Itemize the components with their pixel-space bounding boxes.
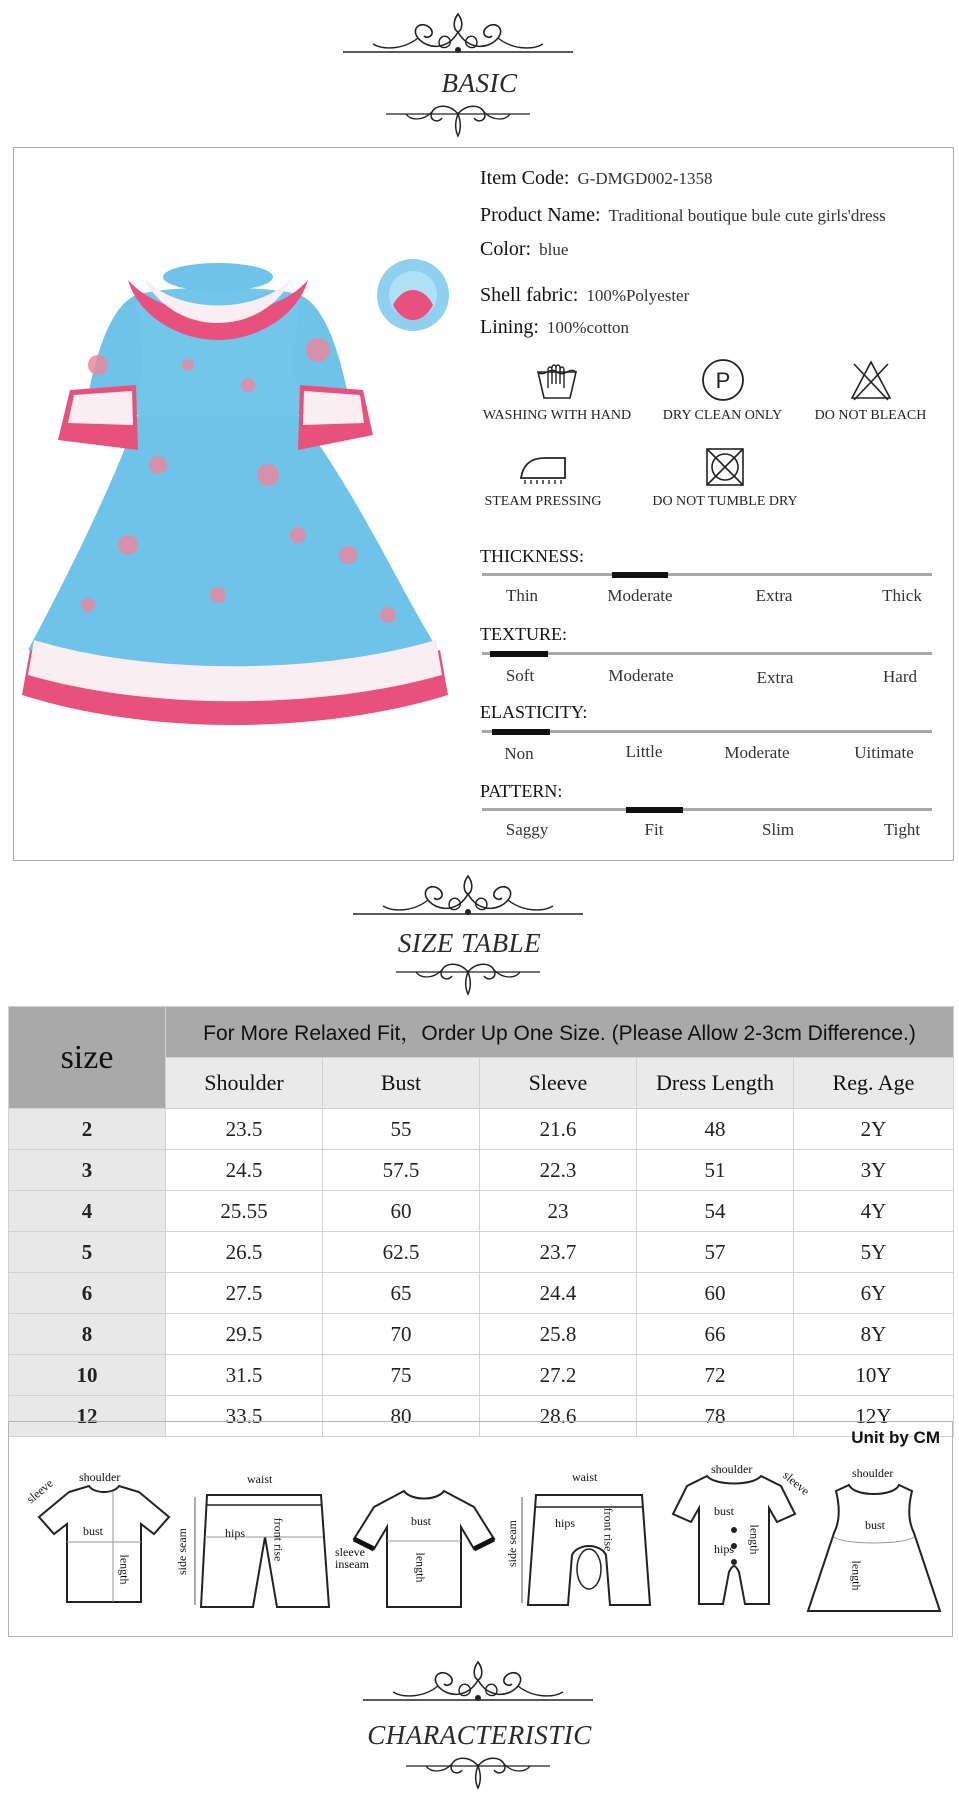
size-cell: 6 xyxy=(9,1273,166,1314)
table-cell: 2Y xyxy=(794,1109,954,1150)
item-code-label: Item Code: xyxy=(480,167,570,189)
romper-shorts-diagram-icon xyxy=(514,1477,664,1617)
thickness-label: Extra xyxy=(755,586,793,605)
table-cell: 80 xyxy=(323,1396,480,1437)
table-cell: 51 xyxy=(637,1150,794,1191)
item-code-value: G-DMGD002-1358 xyxy=(577,169,713,188)
care-no-bleach xyxy=(808,358,933,424)
elasticity-title: ELASTICITY: xyxy=(480,702,588,722)
ornament-bottom-characteristic xyxy=(0,1756,959,1792)
table-cell: 62.5 xyxy=(323,1232,480,1273)
column-header-reg-age: Reg. Age xyxy=(794,1058,954,1109)
label-waist: waist xyxy=(247,1472,273,1486)
table-row xyxy=(9,1232,954,1273)
label-length: length xyxy=(849,1560,864,1591)
ornament-top-size xyxy=(0,870,959,922)
table-cell: 31.5 xyxy=(166,1355,323,1396)
thickness-label: Thin xyxy=(505,586,539,605)
size-cell: 8 xyxy=(9,1314,166,1355)
table-cell: 55 xyxy=(323,1109,480,1150)
column-header-bust: Bust xyxy=(323,1058,480,1109)
texture-label: Moderate xyxy=(608,666,674,685)
care-steam-label: STEAM PRESSING xyxy=(484,494,602,509)
pattern-label: Fit xyxy=(644,820,664,839)
dress-product-image xyxy=(18,255,473,730)
table-cell: 33.5 xyxy=(166,1396,323,1437)
hand-wash-icon xyxy=(534,358,580,402)
care-wash-label: WASHING WITH HAND xyxy=(482,408,632,423)
table-cell: 21.6 xyxy=(480,1109,637,1150)
texture-title: TEXTURE: xyxy=(480,624,567,644)
label-shoulder: shoulder xyxy=(79,1470,121,1484)
size-cell: 2 xyxy=(9,1109,166,1150)
table-cell: 60 xyxy=(323,1191,480,1232)
table-cell: 75 xyxy=(323,1355,480,1396)
table-cell: 4Y xyxy=(794,1191,954,1232)
thickness-title: THICKNESS: xyxy=(480,546,585,566)
elasticity-label: Little xyxy=(625,742,663,761)
table-cell: 70 xyxy=(323,1314,480,1355)
label-sleeve: sleeve xyxy=(23,1476,56,1507)
pattern-label: Slim xyxy=(761,820,795,839)
svg-text:P: P xyxy=(715,368,730,393)
table-cell: 72 xyxy=(637,1355,794,1396)
texture-label: Soft xyxy=(505,666,535,685)
care-wash-hand xyxy=(482,358,632,424)
elasticity-label: Non xyxy=(504,744,534,763)
table-cell: 3Y xyxy=(794,1150,954,1191)
table-cell: 8Y xyxy=(794,1314,954,1355)
label-waist: waist xyxy=(572,1470,598,1484)
table-row xyxy=(9,1273,954,1314)
table-cell: 23.7 xyxy=(480,1232,637,1273)
table-cell: 65 xyxy=(323,1273,480,1314)
ornament-top-basic xyxy=(0,6,959,58)
size-cell: 4 xyxy=(9,1191,166,1232)
label-sleeve: sleeve xyxy=(780,1468,813,1499)
color-label: Color: xyxy=(480,238,532,260)
table-cell: 6Y xyxy=(794,1273,954,1314)
table-cell: 10Y xyxy=(794,1355,954,1396)
label-bust: bust xyxy=(865,1518,886,1532)
thickness-label: Thick xyxy=(882,586,922,605)
label-side-seam: side seam xyxy=(175,1528,189,1575)
table-cell: 27.5 xyxy=(166,1273,323,1314)
thickness-label: Moderate xyxy=(607,586,673,605)
table-cell: 29.5 xyxy=(166,1314,323,1355)
shell-fabric-label: Shell fabric: xyxy=(480,284,579,306)
product-name-value: Traditional boutique bule cute girls'dress xyxy=(608,206,886,225)
tshirt-diagram-icon xyxy=(29,1472,179,1612)
product-name-label: Product Name: xyxy=(480,204,601,226)
pattern-label: Tight xyxy=(883,820,921,839)
care-steam xyxy=(478,450,608,510)
column-header-sleeve: Sleeve xyxy=(480,1058,637,1109)
table-cell: 25.8 xyxy=(480,1314,637,1355)
no-bleach-icon xyxy=(848,358,894,402)
table-cell: 24.4 xyxy=(480,1273,637,1314)
fit-note: For More Relaxed Fit，Order Up One Size. (Please Allow 2-3cm Difference.) xyxy=(166,1007,954,1058)
table-cell: 22.3 xyxy=(480,1150,637,1191)
section-title-basic: BASIC xyxy=(441,68,518,98)
elasticity-marker xyxy=(492,729,550,735)
table-row xyxy=(9,1191,954,1232)
no-tumble-dry-icon xyxy=(704,446,746,488)
color-value: blue xyxy=(539,240,569,259)
care-no-tumble xyxy=(650,446,800,510)
ornament-top-characteristic xyxy=(0,1656,959,1708)
table-cell: 5Y xyxy=(794,1232,954,1273)
column-header-dress-length: Dress Length xyxy=(637,1058,794,1109)
lining-label: Lining: xyxy=(480,316,539,338)
label-hips: hips xyxy=(555,1516,576,1530)
size-cell: 3 xyxy=(9,1150,166,1191)
texture-label: Hard xyxy=(883,667,917,686)
section-title-characteristic: CHARACTERISTIC xyxy=(367,1720,592,1750)
care-dry-clean-label: DRY CLEAN ONLY xyxy=(662,408,783,423)
table-cell: 48 xyxy=(637,1109,794,1150)
table-row xyxy=(9,1355,954,1396)
table-cell: 26.5 xyxy=(166,1232,323,1273)
table-cell: 23 xyxy=(480,1191,637,1232)
table-cell: 24.5 xyxy=(166,1150,323,1191)
dress-diagram-icon xyxy=(804,1477,944,1627)
pattern-scale xyxy=(482,808,932,811)
table-cell: 57.5 xyxy=(323,1150,480,1191)
unit-label: Unit by CM xyxy=(851,1428,940,1447)
thickness-scale xyxy=(482,573,932,576)
label-length: length xyxy=(117,1554,132,1585)
label-bust: bust xyxy=(411,1514,432,1528)
care-no-bleach-label: DO NOT BLEACH xyxy=(814,408,927,423)
size-cell: 5 xyxy=(9,1232,166,1273)
thickness-marker xyxy=(612,572,668,578)
table-cell: 28.6 xyxy=(480,1396,637,1437)
label-sleeve-inseam: sleeve inseam xyxy=(335,1545,369,1571)
size-cell: 12 xyxy=(9,1396,166,1437)
table-cell: 25.55 xyxy=(166,1191,323,1232)
table-row xyxy=(9,1314,954,1355)
label-length: length xyxy=(747,1524,762,1555)
size-cell: 10 xyxy=(9,1355,166,1396)
label-shoulder: shoulder xyxy=(852,1466,894,1480)
column-header-shoulder: Shoulder xyxy=(166,1058,323,1109)
size-column-header: size xyxy=(9,1007,166,1109)
texture-label: Extra xyxy=(756,668,794,687)
pattern-marker xyxy=(626,807,683,813)
elasticity-label: Moderate xyxy=(724,743,790,762)
label-front-rise: front rise xyxy=(601,1507,616,1552)
table-cell: 60 xyxy=(637,1273,794,1314)
texture-scale xyxy=(482,652,932,655)
ornament-bottom-size xyxy=(0,962,959,998)
texture-marker xyxy=(490,651,548,657)
lining-value: 100%cotton xyxy=(546,318,630,337)
size-table xyxy=(8,1006,954,1437)
care-no-tumble-label: DO NOT TUMBLE DRY xyxy=(652,494,798,509)
label-hips: hips xyxy=(714,1542,735,1556)
label-hips: hips xyxy=(225,1526,246,1540)
shell-fabric-value: 100%Polyester xyxy=(586,286,690,305)
table-cell: 12Y xyxy=(794,1396,954,1437)
steam-iron-icon xyxy=(515,450,571,488)
pattern-label: Saggy xyxy=(505,820,549,839)
ornament-bottom-basic xyxy=(0,104,959,140)
table-row xyxy=(9,1150,954,1191)
label-bust: bust xyxy=(714,1504,735,1518)
table-cell: 78 xyxy=(637,1396,794,1437)
table-cell: 57 xyxy=(637,1232,794,1273)
table-cell: 23.5 xyxy=(166,1109,323,1150)
dry-clean-p-icon xyxy=(700,358,746,402)
label-length: length xyxy=(413,1552,428,1583)
label-bust: bust xyxy=(83,1524,104,1538)
pattern-title: PATTERN: xyxy=(480,781,563,801)
section-title-size-table: SIZE TABLE xyxy=(397,928,542,958)
table-cell: 54 xyxy=(637,1191,794,1232)
care-dry-clean xyxy=(655,358,790,424)
table-row xyxy=(9,1109,954,1150)
elasticity-label: Uitimate xyxy=(854,743,914,762)
table-cell: 66 xyxy=(637,1314,794,1355)
label-side-seam: side seam xyxy=(505,1520,519,1567)
label-shoulder: shoulder xyxy=(711,1462,753,1476)
label-front-rise: front rise xyxy=(271,1517,286,1562)
shorts-diagram-icon xyxy=(189,1477,339,1617)
table-cell: 27.2 xyxy=(480,1355,637,1396)
measurement-diagram-panel xyxy=(8,1421,953,1637)
